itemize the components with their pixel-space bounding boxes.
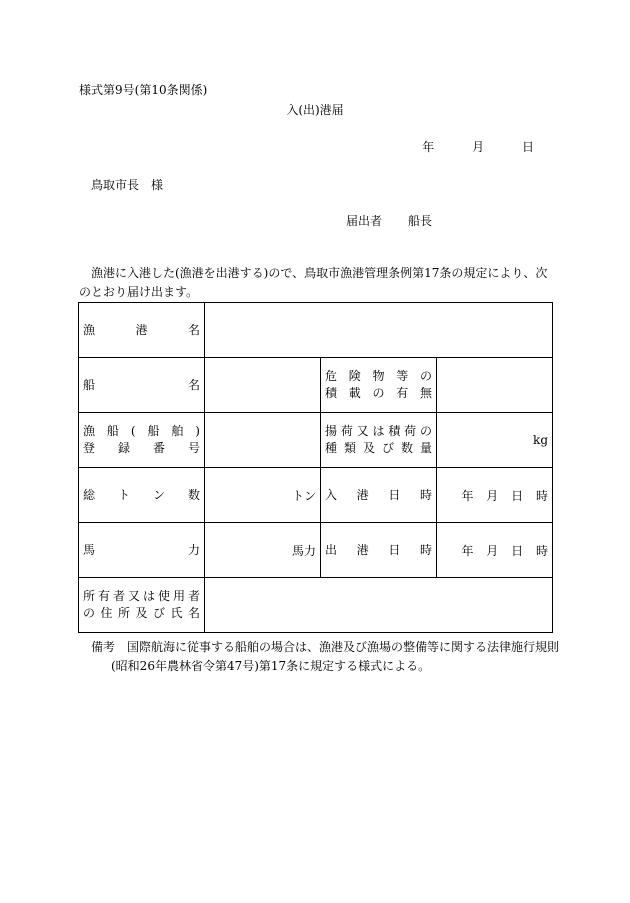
label-cargo-line1: 揚荷又は積荷の xyxy=(325,424,432,438)
field-hazard[interactable] xyxy=(437,358,553,413)
submitter-role: 船長 xyxy=(408,214,433,228)
field-entry-datetime[interactable] xyxy=(437,468,553,523)
date-year: 年 xyxy=(422,140,435,154)
label-owner-line2: の住所及び氏名 xyxy=(83,606,200,620)
row-owner xyxy=(79,578,553,633)
label-owner xyxy=(79,578,205,633)
note-line2: (昭和26年農林省令第47号)第17条に規定する様式による。 xyxy=(111,659,431,673)
row-tonnage xyxy=(79,468,553,523)
document-title: 入(出)港届 xyxy=(286,103,344,117)
entry-month: 月 xyxy=(486,488,499,503)
submitter xyxy=(346,212,432,229)
label-cargo-line2: 種類及び数量 xyxy=(325,441,432,455)
addressee: 鳥取市長 様 xyxy=(91,178,164,192)
label-hazard-line2: 積載の有無 xyxy=(325,386,432,400)
entry-day: 日 xyxy=(511,488,524,503)
field-ship-name[interactable] xyxy=(205,358,321,413)
note xyxy=(91,638,561,676)
label-hazard-line1: 危険物等の xyxy=(325,369,432,383)
row-ship-name xyxy=(79,358,553,413)
departure-month: 月 xyxy=(486,543,499,558)
label-owner-line1: 所有者又は使用者 xyxy=(83,589,200,603)
label-entry-datetime: 入港日時 xyxy=(321,468,437,523)
date-line xyxy=(388,138,534,155)
form-table xyxy=(78,302,553,633)
note-line1: 国際航海に従事する船舶の場合は、漁港及び漁場の整備等に関する法律施行規則 xyxy=(127,640,560,654)
label-registration-line1: 漁船(船舶) xyxy=(83,424,200,438)
label-hazard xyxy=(321,358,437,413)
label-cargo xyxy=(321,413,437,468)
row-horsepower xyxy=(79,523,553,578)
label-ship-name: 船名 xyxy=(79,358,205,413)
intro-text: 漁港に入港した(漁港を出港する)ので、鳥取市漁港管理条例第17条の規定により、次のとおり届け出ます。 xyxy=(79,266,548,299)
field-cargo[interactable] xyxy=(437,413,553,468)
field-owner[interactable] xyxy=(205,578,553,633)
label-horsepower: 馬力 xyxy=(79,523,205,578)
field-tonnage[interactable] xyxy=(205,468,321,523)
row-port-name xyxy=(79,303,553,358)
departure-day: 日 xyxy=(511,543,524,558)
entry-year: 年 xyxy=(461,488,474,503)
form-id: 様式第9号(第10条関係) xyxy=(79,83,208,97)
departure-year: 年 xyxy=(461,543,474,558)
cargo-unit: kg xyxy=(533,433,548,447)
field-port-name[interactable] xyxy=(205,303,553,358)
note-head: 備考 xyxy=(91,640,116,654)
label-departure-datetime: 出港日時 xyxy=(321,523,437,578)
field-horsepower[interactable] xyxy=(205,523,321,578)
row-registration xyxy=(79,413,553,468)
label-port-name: 漁港名 xyxy=(79,303,205,358)
tonnage-unit: トン xyxy=(291,488,316,503)
field-departure-datetime[interactable] xyxy=(437,523,553,578)
submitter-label: 届出者 xyxy=(346,214,383,228)
label-registration xyxy=(79,413,205,468)
field-registration[interactable] xyxy=(205,413,321,468)
label-tonnage: 総トン数 xyxy=(79,468,205,523)
date-month: 月 xyxy=(472,140,485,154)
entry-hour: 時 xyxy=(535,488,548,503)
horsepower-unit: 馬力 xyxy=(291,543,316,558)
departure-hour: 時 xyxy=(535,543,548,558)
date-day: 日 xyxy=(521,140,534,154)
label-registration-line2: 登録番号 xyxy=(83,441,200,455)
